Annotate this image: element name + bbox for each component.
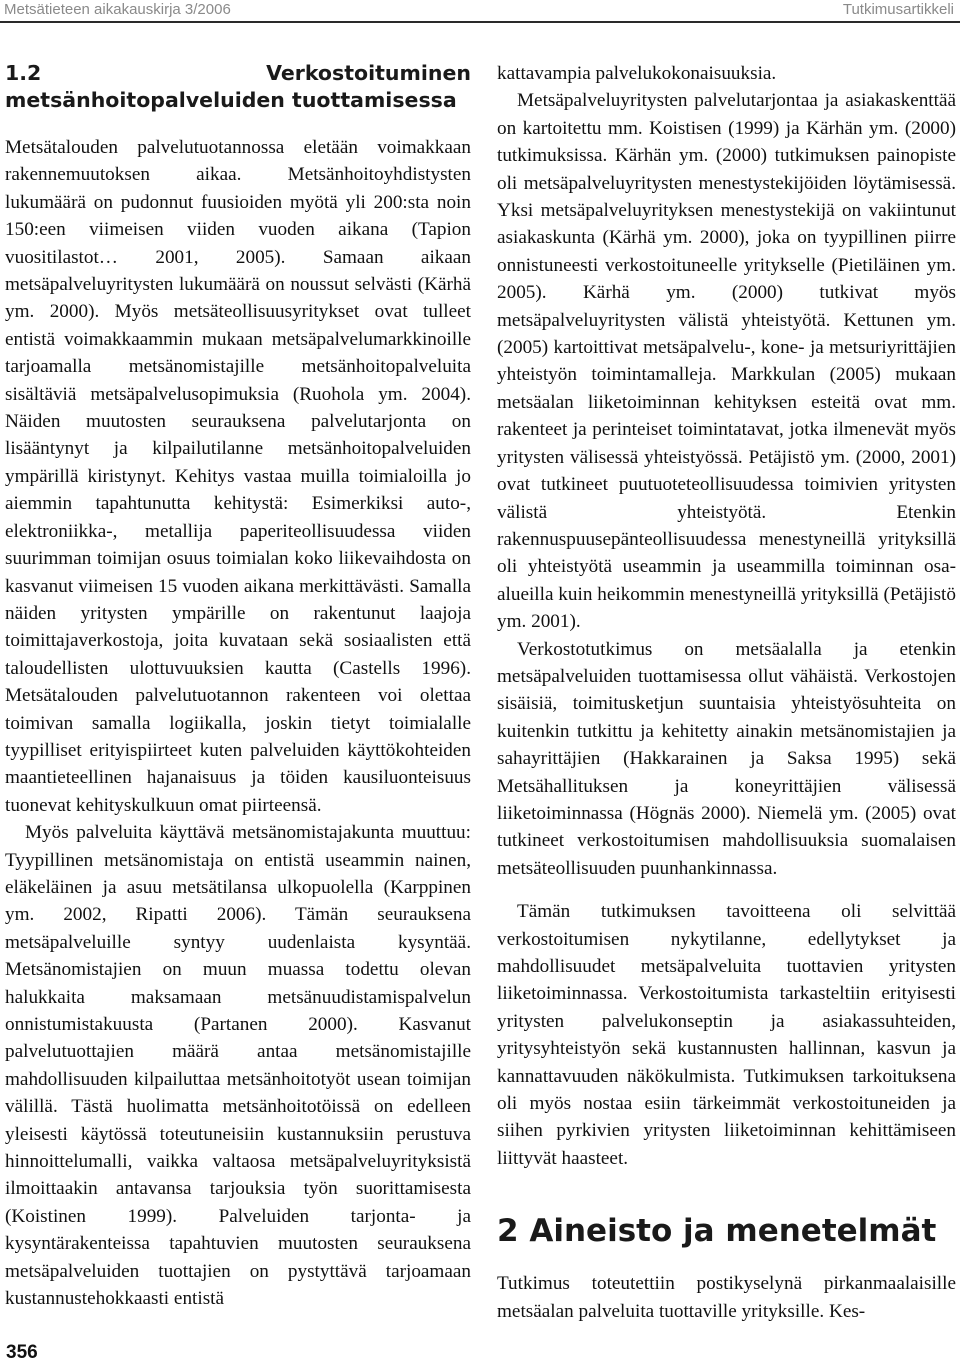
right-column [497, 60, 956, 1325]
article-type: Tutkimusartikkeli [842, 1, 954, 18]
paragraph: Myös palveluita käyttävä metsänomistajakunta muuttuu: Tyypillinen metsänomistaja on entistä useammin nainen, eläkeläinen ja asuu metsätilansa ulkopuolella (Karppinen ym. 2002, Ripatti 2006). Tämän seurauksena metsäpalveluille syntyy uudenlaista kysyntää. Metsänomistajien on muun muassa todettu olevan halukkaita maksamaan metsänuudistamispalvelun onnistumistakuusta (Partanen 2000). Kasvanut palvelutuottajien määrä antaa metsänomistajille mahdollisuuden kilpailuttaa metsänhoitotyöt usean toimijan välillä. Tästä huolimatta metsänhoitotöissä on edelleen yleisesti käytössä toteutuneisiin kustannuksiin perustuva hinnoittelumalli, vaikka valtaosa metsäpalveluyrityksistä ilmoittaakin antavansa tarjouksia työn suorittamisesta (Koistinen 1999). Palveluiden tarjonta- ja kysyntärakenteissa tapahtuvien muutosten seurauksena metsäpalveluiden tuottajien on pystyttävä tarjoamaan kustannustehokkaasti entistä [5, 822, 471, 1310]
section-heading-2: 2 Aineisto ja menetelmät [497, 1213, 937, 1250]
paragraph: kattavampia palvelukokonaisuuksia. [497, 63, 777, 84]
paragraph: Tämän tutkimuksen tavoitteena oli selvittää verkostoitumisen nykytilanne, edellytykset ja mahdollisuudet metsäpalveluita tuottavien yritysten liiketoiminnassa. Verkostoitumista tarkasteltiin erityisesti yritysten palvelukonseptin ja asiakassuhteiden, yritysyhteistyön sekä kustannusten hallinnan, kasvun ja kannattavuuden näkökulmista. Tutkimuksen tarkoituksena oli myös nostaa esiin tärkeimmät verkostoituneiden ja siihen pyrkivien yritysten liiketoiminnan kehittämiseen liittyvät haasteet. [497, 901, 956, 1169]
header-rule [0, 21, 960, 23]
left-column [5, 60, 471, 1312]
paragraph: Tutkimus toteutettiin postikyselynä pirkanmaalaisille metsäalan palveluita tuottaville yrityksille. Kes- [497, 1273, 956, 1322]
page-number: 356 [6, 1342, 38, 1363]
paragraph: Metsäpalveluyritysten palvelutarjontaa ja asiakaskenttää on kartoitettu mm. Koistisen (1999) ja Kärhän ym. (2000) tutkimuksissa. Kärhän ym. (2000) tutkimuksen painopiste oli metsäpalveluyritysten menestystekijöiden löytämisessä. Yksi metsäpalveluyrityksen menestystekijä on vakiintunut asiakaskunta (Kärhä ym. 2000), joka on tyypillinen piirre onnistuneesti verkostoituneelle yritykselle (Pietiläinen ym. 2005). Kärhä ym. (2000) tutkivat myös metsäpalveluyritysten välistä yhteistyötä. Kettunen ym. (2005) kartoittivat metsäpalvelu-, kone- ja metsuriyrittäjien yhteistyön toimintamalleja. Markkulan (2005) mukaan metsäalan liiketoiminnan kehityksen esteitä ovat mm. rakenteet ja perinteiset toimintatavat, jotka ilmenevät myös yritysten välisessä yhteistyössä. Petäjistö ym. (2000, 2001) ovat tutkineet puutuoteteollisuudessa toimivien yritysten välistä yhteistyötä. Etenkin rakennuspuusepänteollisuudessa menestyneillä yrityksillä oli yhteistyötä useammin ja useammilla toiminnan osa-alueilla kuin heikommin menestyneillä yrityksillä (Petäjistö ym. 2001). [497, 90, 956, 633]
journal-title: Metsätieteen aikakauskirja 3/2006 [4, 1, 231, 18]
paragraph: Verkostotutkimus on metsäalalla ja etenkin metsäpalveluiden tuottamisessa ollut vähäistä. Verkostojen sisäisiä, toimitusketjun suuntaisia yhteistyösuhteita on kuitenkin tutkittu ja kehitetty ainakin metsänomistajien ja sahayrittäjien (Hakkarainen ja Saksa 1995) sekä Metsähallituksen ja koneyrittäjien välisessä liiketoiminnassa (Högnäs 2000). Niemelä ym. (2005) ovat tutkineet verkostoitumisen mahdollisuuksia suomalaisen metsäteollisuuden puunhankinnassa. [497, 638, 956, 879]
paragraph: Metsätalouden palvelutuotannossa eletään voimakkaan rakennemuutoksen aikaa. Metsänhoitoyhdistysten lukumäärä on pudonnut fuusioiden myötä yli 200:sta noin 150:een viimeisen viiden vuoden aikana (Tapion vuositilastot… 2001, 2005). Samaan aikaan metsäpalveluyritysten lukumäärä on noussut selvästi (Kärhä ym. 2000). Myös metsäteollisuusyritykset ovat tulleet entistä voimakkaammin mukaan metsäpalvelumarkkinoille tarjoamalla metsänomistajille metsänhoitopalveluita sisältäviä metsäpalvelusopimuksia (Ruohola ym. 2004). Näiden muutosten seurauksena palvelutarjonta on lisääntynyt ja kilpailutilanne metsänhoitopalveluiden ympärillä kiristynyt. Kehitys vastaa muilla toimialoilla jo aiemmin tapahtunutta kehitystä: Esimerkiksi auto-, elektroniikka-, metallija paperiteollisuudessa viiden suurimman toimijan osuus toimialan koko liikevaihdosta on kasvanut viimeisen 15 vuoden aikana merkittävästi. Samalla näiden yritysten ympärille on rakentunut laajoja toimittajaverkostoja, joita kuvataan sekä sosiaalisten että taloudellisten ulottuvuuksien kautta (Castells 1996). Metsätalouden palvelutuotannon rakenteen voi olettaa toimivan samalla logiikalla, joskin tietyt toimialalle tyypilliset erityispiirteet kuten palveluiden käyttökohteiden maantieteellinen hajanaisuus ja töiden kausiluonteisuus tuonevat kehityskulkuun omat piirteensä. [5, 137, 471, 816]
section-heading-1-2: 1.2 Verkostoituminen metsänhoitopalveluiden tuottamisessa [5, 61, 471, 112]
running-header [0, 0, 960, 22]
